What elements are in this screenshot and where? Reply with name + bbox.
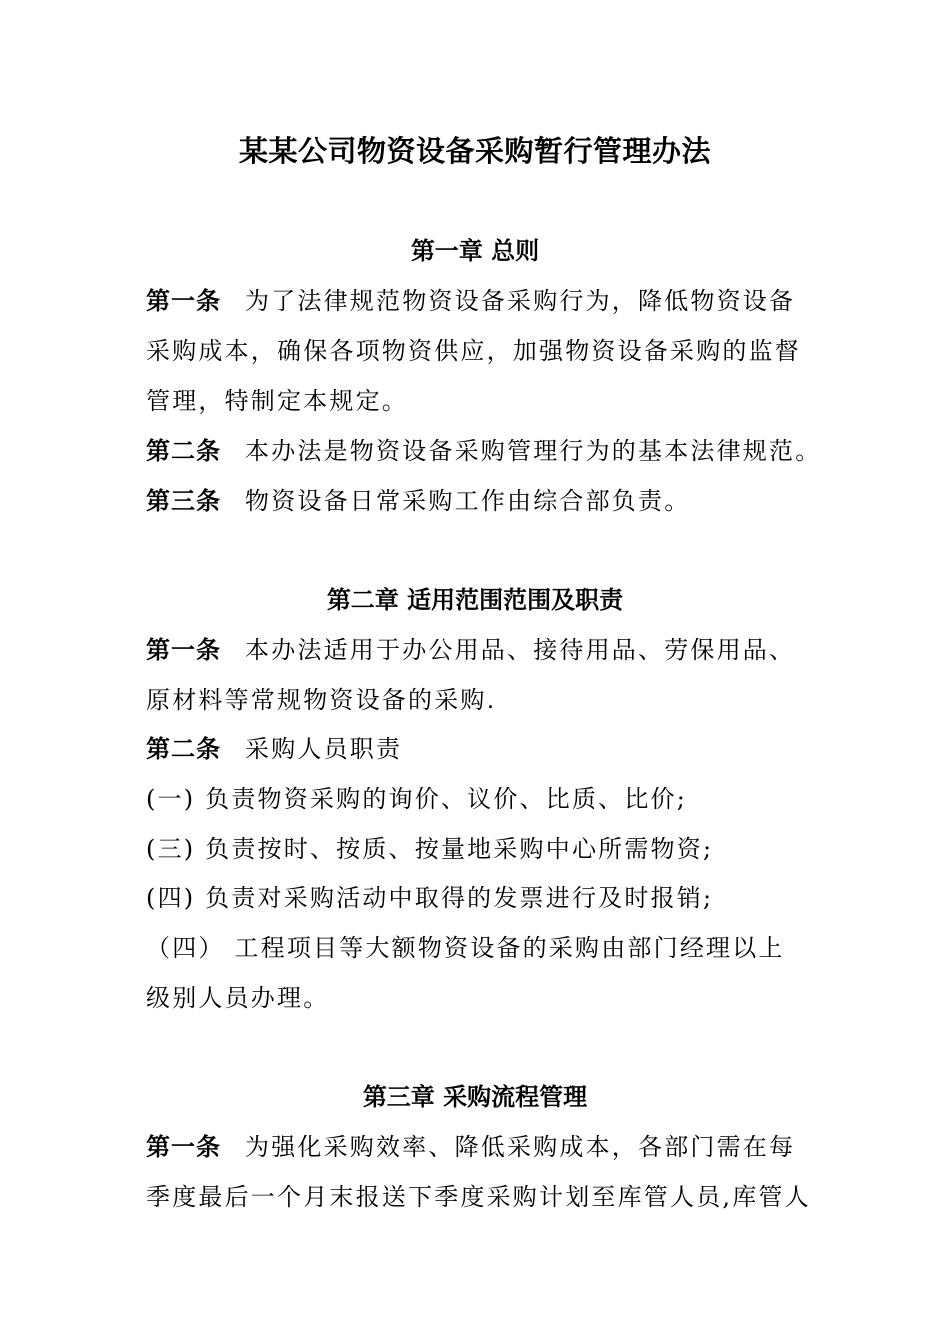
paragraph-line bbox=[146, 983, 329, 1013]
paragraph-line bbox=[146, 1132, 795, 1162]
chapter-heading: 第二章 适用范围范围及职责 bbox=[326, 585, 624, 614]
article-text: 物资设备日常采购工作由综合部负责。 bbox=[245, 487, 691, 515]
article-text: 本办法适用于办公用品、接待用品、劳保用品、 bbox=[245, 636, 796, 664]
article-text: (四) 负责对采购活动中取得的发票进行及时报销; bbox=[146, 884, 714, 912]
article-text: 本办法是物资设备采购管理行为的基本法律规范。 bbox=[245, 437, 822, 465]
article-label: 第一条 bbox=[146, 286, 221, 315]
paragraph-line bbox=[146, 386, 408, 416]
article-label: 第二条 bbox=[146, 734, 221, 763]
chapter-heading: 第三章 采购流程管理 bbox=[362, 1082, 588, 1111]
list-item bbox=[146, 883, 713, 913]
paragraph-line bbox=[146, 1182, 811, 1212]
paragraph-line bbox=[146, 635, 795, 665]
article-text: （四） 工程项目等大额物资设备的采购由部门经理以上 bbox=[146, 934, 785, 962]
article-text: 原材料等常规物资设备的采购. bbox=[146, 686, 497, 714]
paragraph-line bbox=[146, 436, 821, 466]
article-label: 第三条 bbox=[146, 486, 221, 515]
list-item bbox=[146, 834, 713, 864]
article-label: 第一条 bbox=[146, 635, 221, 664]
paragraph-line bbox=[146, 486, 690, 516]
article-text: 采购成本，确保各项物资供应，加强物资设备采购的监督 bbox=[146, 337, 801, 365]
paragraph-line bbox=[146, 286, 795, 316]
article-text: 管理，特制定本规定。 bbox=[146, 387, 408, 415]
article-text: 为了法律规范物资设备采购行为，降低物资设备 bbox=[245, 287, 796, 315]
article-text: 为强化采购效率、降低采购成本，各部门需在每 bbox=[245, 1133, 796, 1161]
document-title: 某某公司物资设备采购暂行管理办法 bbox=[238, 134, 711, 168]
chapter-heading: 第一章 总则 bbox=[410, 236, 540, 265]
article-label: 第二条 bbox=[146, 436, 221, 465]
article-text: 采购人员职责 bbox=[245, 735, 403, 763]
list-item bbox=[146, 784, 687, 814]
article-text: 级别人员办理。 bbox=[146, 984, 330, 1012]
list-item bbox=[146, 933, 785, 963]
article-text: 季度最后一个月末报送下季度采购计划至库管人员,库管人 bbox=[146, 1183, 811, 1211]
paragraph-line bbox=[146, 734, 402, 764]
article-label: 第一条 bbox=[146, 1132, 221, 1161]
article-text: (一) 负责物资采购的询价、议价、比质、比价; bbox=[146, 785, 688, 813]
paragraph-line bbox=[146, 685, 496, 715]
article-text: (三) 负责按时、按质、按量地采购中心所需物资; bbox=[146, 835, 714, 863]
paragraph-line bbox=[146, 336, 801, 366]
